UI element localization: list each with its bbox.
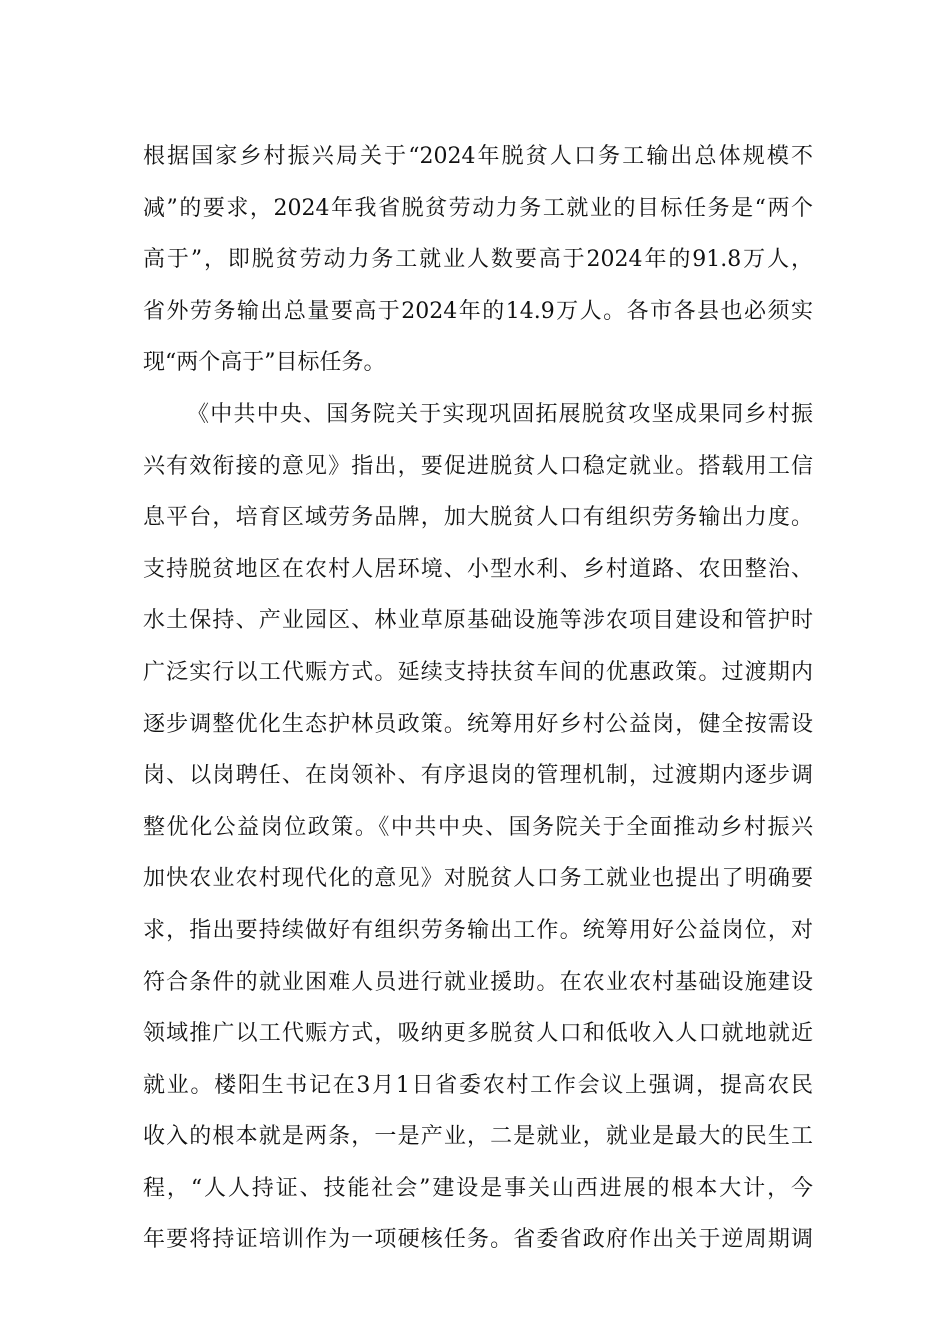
- text-line: 兴有效衔接的意见》指出，要促进脱贫人口稳定就业。搭载用工信: [143, 453, 813, 479]
- text-line: 求，指出要持续做好有组织劳务输出工作。统筹用好公益岗位，对: [143, 917, 813, 943]
- text-line: 加快农业农村现代化的意见》对脱贫人口务工就业也提出了明确要: [143, 866, 813, 892]
- text-line: 符合条件的就业困难人员进行就业援助。在农业农村基础设施建设: [143, 969, 813, 995]
- text-line: 程，“人人持证、技能社会”建设是事关山西进展的根本大计，今: [143, 1175, 813, 1201]
- text-line: 年要将持证培训作为一项硬核任务。省委省政府作出关于逆周期调: [143, 1227, 813, 1253]
- text-line: 整优化公益岗位政策。《中共中央、国务院关于全面推动乡村振兴: [143, 814, 813, 840]
- text-line: 岗、以岗聘任、在岗领补、有序退岗的管理机制，过渡期内逐步调: [143, 763, 813, 789]
- text-line: 息平台，培育区域劳务品牌，加大脱贫人口有组织劳务输出力度。: [143, 505, 813, 531]
- text-line: 逐步调整优化生态护林员政策。统筹用好乡村公益岗，健全按需设: [143, 711, 813, 737]
- text-line: 高于”，即脱贫劳动力务工就业人数要高于2024年的91.8万人，: [143, 247, 813, 273]
- text-line: 《中共中央、国务院关于实现巩固拓展脱贫攻坚成果同乡村振: [187, 401, 813, 427]
- text-line: 现“两个高于”目标任务。: [143, 350, 386, 376]
- document-body: [143, 131, 813, 1266]
- text-line: 省外劳务输出总量要高于2024年的14.9万人。各市各县也必须实: [143, 298, 813, 324]
- paragraph-2: [143, 389, 813, 1266]
- text-line: 减”的要求，2024年我省脱贫劳动力务工就业的目标任务是“两个: [143, 195, 813, 221]
- text-line: 支持脱贫地区在农村人居环境、小型水利、乡村道路、农田整治、: [143, 556, 813, 582]
- text-line: 根据国家乡村振兴局关于“2024年脱贫人口务工输出总体规模不: [143, 144, 813, 169]
- text-line: 水土保持、产业园区、林业草原基础设施等涉农项目建设和管护时: [143, 608, 813, 634]
- text-line: 就业。楼阳生书记在3月1日省委农村工作会议上强调，提高农民: [143, 1072, 813, 1098]
- text-line: 领域推广以工代赈方式，吸纳更多脱贫人口和低收入人口就地就近: [143, 1021, 813, 1047]
- paragraph-1: [143, 131, 813, 389]
- text-line: 收入的根本就是两条，一是产业，二是就业，就业是最大的民生工: [143, 1124, 813, 1150]
- text-line: 广泛实行以工代赈方式。延续支持扶贫车间的优惠政策。过渡期内: [143, 659, 813, 685]
